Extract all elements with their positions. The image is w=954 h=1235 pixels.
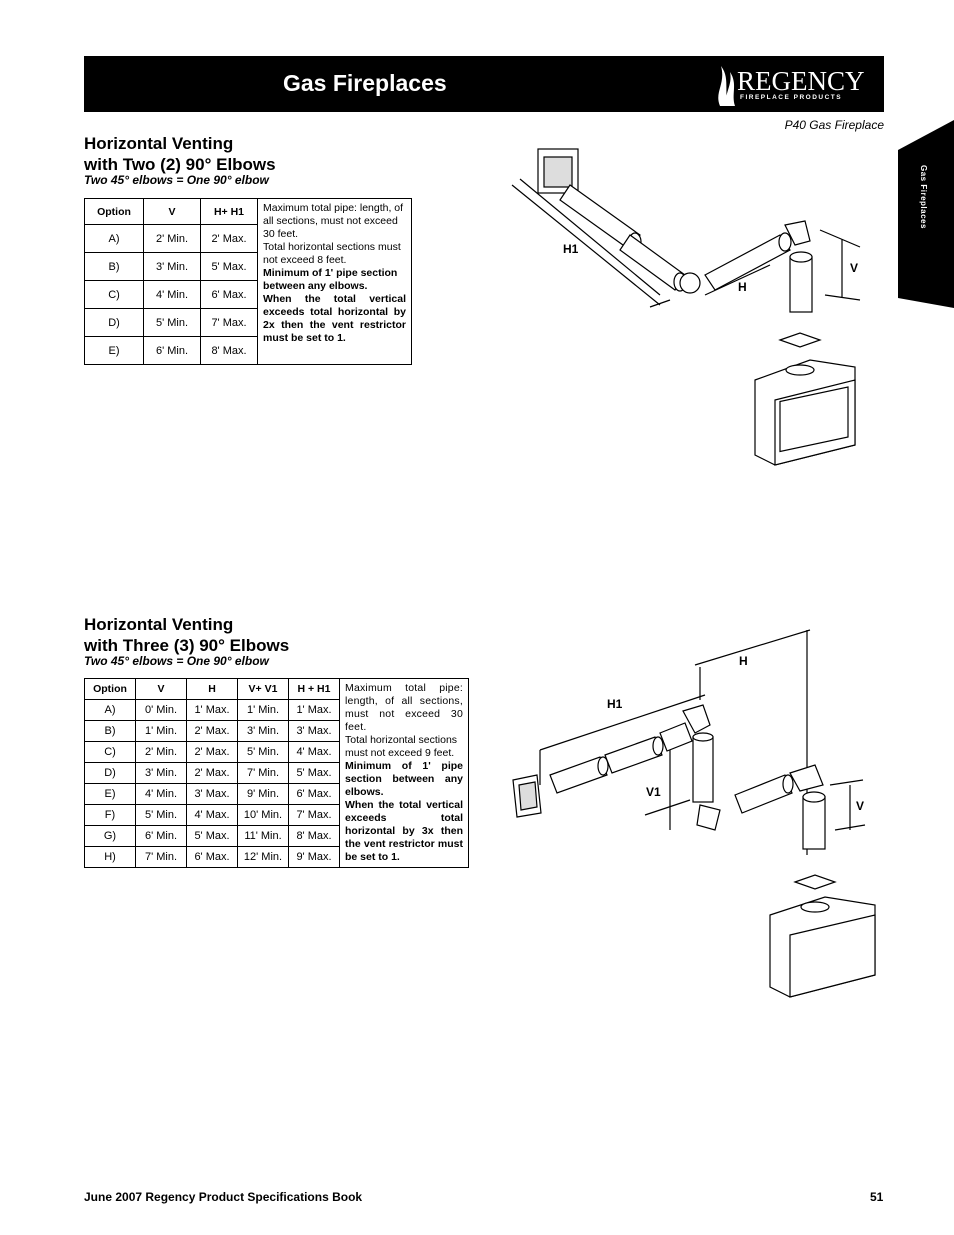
table-row: D) 5' Min. 7' Max. — [85, 309, 412, 337]
section2-title — [84, 614, 289, 656]
diagram2-label-v: V — [856, 799, 865, 813]
logo-subtext: FIREPLACE PRODUCTS — [740, 94, 843, 101]
section2-side-note: Maximum total pipe: length, of all sections, must not exceed 30 feet. Total horizontal sections must not exceed 9 feet. Minimum of 1' pipe section between any elbows. When the total vertical exceeds total horizontal by 3x then the vent restrictor must be set to 1. — [340, 679, 469, 868]
footer-text: June 2007 Regency Product Specifications Book — [84, 1190, 363, 1204]
table-header: Option — [85, 199, 144, 225]
table-header: Option — [85, 679, 136, 700]
diagram1-label-h1: H1 — [563, 242, 579, 256]
table-header: H — [187, 679, 238, 700]
side-tab-label: Gas Fireplaces — [919, 165, 928, 229]
table-row: F) 5' Min. 4' Max. 10' Min. 7' Max. — [85, 805, 469, 826]
section1-title-line1: Horizontal Venting — [84, 134, 234, 153]
table-row: B) 3' Min. 5' Max. — [85, 253, 412, 281]
section2-note: Two 45° elbows = One 90° elbow — [84, 654, 269, 668]
venting-diagram-two-elbows — [500, 135, 880, 475]
page-title: Gas Fireplaces — [283, 70, 447, 96]
table-row: E) 6' Min. 8' Max. — [85, 337, 412, 365]
table-row: C) 2' Min. 2' Max. 5' Min. 4' Max. — [85, 742, 469, 763]
table-row: A) 0' Min. 1' Max. 1' Min. 1' Max. — [85, 700, 469, 721]
section1-title — [84, 133, 276, 175]
logo-wordmark: REGENCY — [737, 66, 865, 96]
table-header: V — [136, 679, 187, 700]
table-row: C) 4' Min. 6' Max. — [85, 281, 412, 309]
section2-title-line1: Horizontal Venting — [84, 615, 234, 634]
table-header: H+ H1 — [201, 199, 258, 225]
page-number: 51 — [870, 1190, 884, 1204]
table-header: H + H1 — [289, 679, 340, 700]
table-row: A) 2' Min. 2' Max. — [85, 225, 412, 253]
section1-note: Two 45° elbows = One 90° elbow — [84, 173, 269, 187]
diagram1-label-v: V — [850, 261, 859, 275]
diagram2-label-h1: H1 — [607, 697, 623, 711]
diagram2-label-v1: V1 — [646, 785, 661, 799]
table-row: B) 1' Min. 2' Max. 3' Min. 3' Max. — [85, 721, 469, 742]
table-row: D) 3' Min. 2' Max. 7' Min. 5' Max. — [85, 763, 469, 784]
section1-spec-table — [84, 198, 412, 365]
section1-title-line2: with Two (2) 90° Elbows — [84, 155, 276, 174]
venting-diagram-three-elbows — [505, 625, 885, 1010]
diagram1-label-h: H — [738, 280, 747, 294]
table-row: H) 7' Min. 6' Max. 12' Min. 9' Max. — [85, 847, 469, 868]
diagram2-label-h: H — [739, 654, 748, 668]
table-row: E) 4' Min. 3' Max. 9' Min. 6' Max. — [85, 784, 469, 805]
section2-title-line2: with Three (3) 90° Elbows — [84, 636, 290, 655]
section2-spec-table — [84, 678, 469, 868]
table-header: V+ V1 — [238, 679, 289, 700]
table-row: G) 6' Min. 5' Max. 11' Min. 8' Max. — [85, 826, 469, 847]
product-subtitle: P40 Gas Fireplace — [784, 118, 884, 132]
section1-side-note: Maximum total pipe: length, of all sections, must not exceed 30 feet. Total horizontal sections must not exceed 8 feet. Minimum of 1' pipe section between any elbows. When the total vertical exceeds total horizontal by 2x then the vent restrictor must be set to 1. — [258, 199, 412, 365]
table-header: V — [144, 199, 201, 225]
